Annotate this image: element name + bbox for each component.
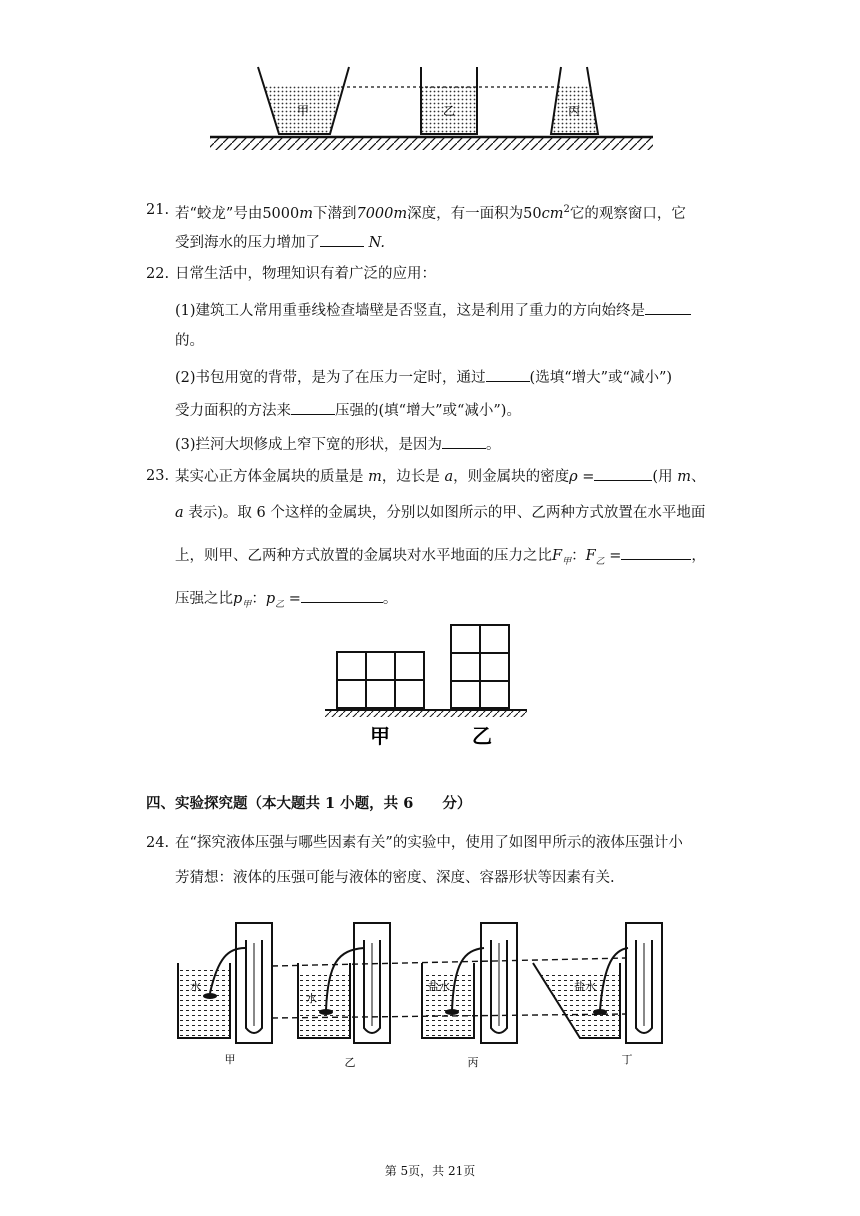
q23-blank-density[interactable] [594,466,652,481]
q21-number: 21. [146,202,170,218]
q23-number: 23. [146,468,170,484]
blocks-figure [322,622,532,752]
q22-blank1[interactable] [645,300,691,315]
liquid-label-jia: 水 [190,980,201,993]
containers-figure [205,62,665,157]
q23-line3: 上，则甲、乙两种方式放置的金属块对水平地面的压力之比$F_甲$：$F_乙$ = ， [175,545,706,572]
q22-blank4[interactable] [442,434,486,449]
q24-number: 24. [146,835,170,851]
gauge-ding [533,923,662,1043]
gauge-yi [298,923,390,1043]
q23-line4: 压强之比$p_甲$：$p_乙$ = 。 [175,588,397,615]
q21-line2: 受到海水的压力增加了 N. [175,232,385,253]
section-4-title: 四、实验探究题（本大题共 1 小题，共 6 分） [146,795,472,812]
blocks-label-jia: 甲 [370,724,390,748]
container-label-bing: 丙 [567,104,581,118]
q23-blank-force[interactable] [621,545,691,560]
liquid-label-bing: 盐水 [428,980,450,993]
liquid-label-yi: 水 [306,992,317,1005]
gauge-label-jia: 甲 [224,1053,236,1066]
q23-line1: 某实心正方体金属块的质量是 m，边长是 a，则金属块的密度ρ = (用 m、 [175,466,705,487]
q21-answer-blank[interactable] [320,232,364,247]
q22-blank2[interactable] [486,367,530,382]
gauge-label-yi: 乙 [344,1056,356,1069]
container-label-jia: 甲 [296,104,310,118]
q22-part2-cont: 受力面积的方法来 压强的(填“增大”或“减小”)。 [175,400,521,421]
q23-blank-pressure[interactable] [301,588,383,603]
q22-part2: (2)书包用宽的背带，是为了在压力一定时，通过 (选填“增大”或“减小”) [175,367,672,388]
q22-part1: (1)建筑工人常用重垂线检查墙壁是否竖直，这是利用了重力的方向始终是 [175,300,691,321]
q22-blank3[interactable] [291,400,335,415]
q22-intro: 日常生活中，物理知识有着广泛的应用： [175,266,436,282]
gauges-figure [168,918,698,1078]
container-label-yi: 乙 [442,104,456,118]
q24-line2: 芳猜想：液体的压强可能与液体的密度、深度、容器形状等因素有关. [175,870,615,886]
q22-number: 22. [146,266,170,282]
q22-part1-end: 的。 [175,333,204,349]
blocks-label-yi: 乙 [472,724,492,748]
q21-line1: 若“蛟龙”号由5000m下潜到7000m深度，有一面积为$50cm^2$它的观察窗口，它 [175,204,686,222]
q23-line2: a 表示)。取 6 个这样的金属块，分别以如图所示的甲、乙两种方式放置在水平地面 [175,505,706,521]
gauge-label-bing: 丙 [467,1056,479,1069]
q22-part3: (3)拦河大坝修成上窄下宽的形状，是因为 。 [175,434,501,455]
q24-line1: 在“探究液体压强与哪些因素有关”的实验中，使用了如图甲所示的液体压强计小 [175,835,683,851]
page-footer: 第 5页，共 21页 [384,1164,476,1178]
gauge-label-ding: 丁 [621,1053,633,1066]
liquid-label-ding: 盐水 [574,980,596,993]
